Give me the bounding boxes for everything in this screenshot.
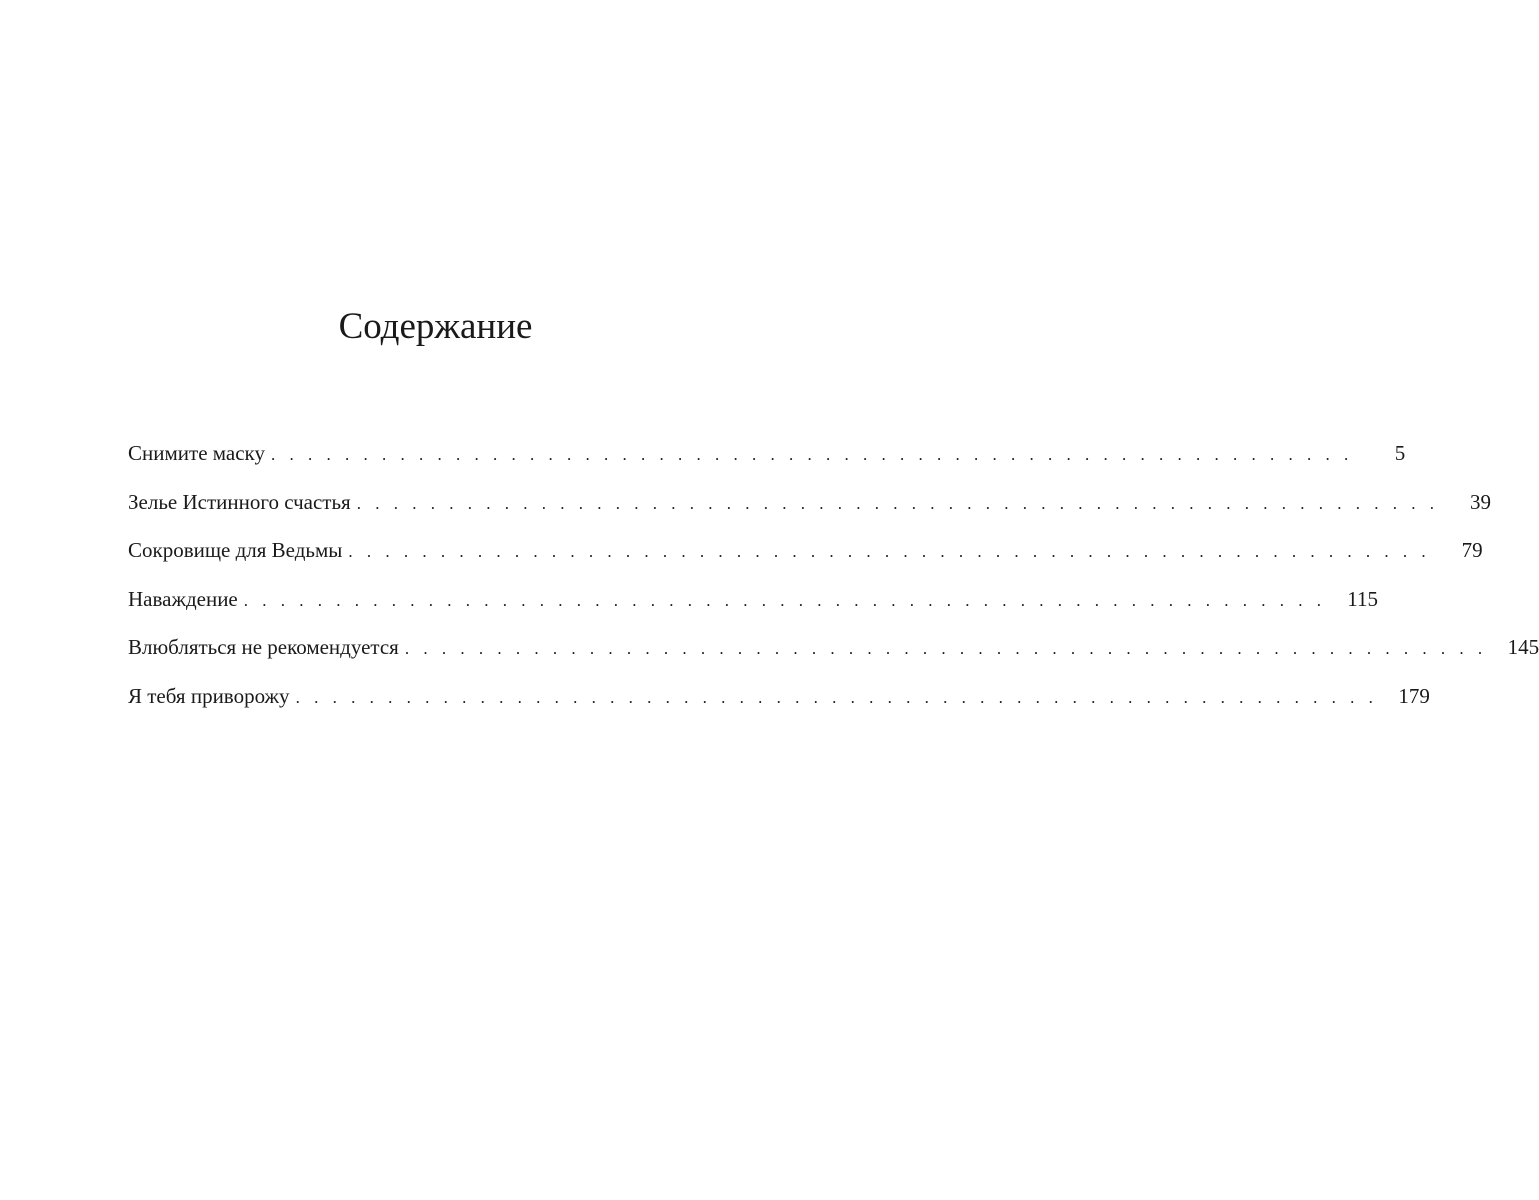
toc-entry-title: Сокровище для Ведьмы [128, 538, 343, 562]
toc-entry[interactable] [128, 431, 1406, 480]
dot-leader: . . . . . . . . . . . . . . . . . . . . . . . . . . . . . . . . . . . . . . . . . . . . . . . . . . . . . . . . . . . [356, 493, 1439, 513]
toc-entry[interactable] [128, 528, 1483, 577]
toc-page-number: 145 [1507, 635, 1539, 659]
toc-entry-title: Я тебя приворожу [128, 683, 290, 708]
toc-page-number: 39 [1469, 489, 1491, 514]
toc-entry-title: Снимите маску [128, 441, 265, 465]
toc-entry[interactable] [128, 625, 1539, 674]
toc-entry-title: Зелье Истинного счастья [128, 489, 351, 514]
toc-entry[interactable] [128, 674, 1430, 723]
dot-leader: . . . . . . . . . . . . . . . . . . . . . . . . . . . . . . . . . . . . . . . . . . . . . . . . . . . . . . . . . . . [404, 639, 1488, 658]
toc-entry[interactable] [128, 577, 1379, 626]
toc-page-number: 79 [1461, 538, 1483, 562]
table-of-contents-title: Содержание [338, 306, 533, 347]
dot-leader: . . . . . . . . . . . . . . . . . . . . . . . . . . . . . . . . . . . . . . . . . . . . . . . . . . . . . . . . . . . [243, 590, 1327, 610]
table-of-contents [128, 431, 1539, 722]
dot-leader: . . . . . . . . . . . . . . . . . . . . . . . . . . . . . . . . . . . . . . . . . . . . . . . . . . . . . . . . . . . [270, 445, 1354, 464]
dot-leader: . . . . . . . . . . . . . . . . . . . . . . . . . . . . . . . . . . . . . . . . . . . . . . . . . . . . . . . . . . . [295, 687, 1378, 707]
toc-entry-title: Влюбляться не рекомендуется [128, 635, 399, 659]
toc-entry-title: Наваждение [128, 586, 238, 611]
toc-page-number: 5 [1394, 441, 1406, 465]
dot-leader: . . . . . . . . . . . . . . . . . . . . . . . . . . . . . . . . . . . . . . . . . . . . . . . . . . . . . . . . . . . [348, 542, 1431, 561]
toc-page-number: 179 [1398, 683, 1430, 708]
toc-page-number: 115 [1347, 586, 1379, 611]
toc-entry[interactable] [128, 480, 1491, 529]
